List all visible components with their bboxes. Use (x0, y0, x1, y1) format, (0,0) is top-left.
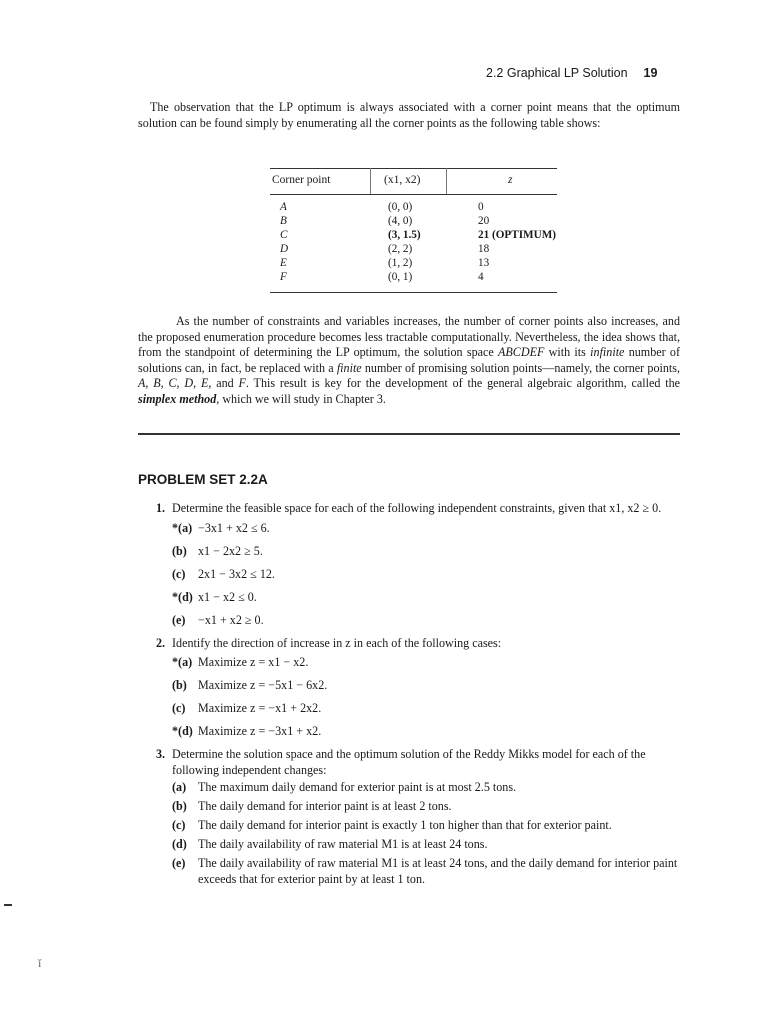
table-header-rule (270, 194, 557, 195)
scan-artifact-icon: ǐ (38, 956, 42, 970)
list-item: *(a) −3x1 + x2 ≤ 6. (172, 520, 270, 535)
problem-number: 1. (156, 501, 166, 515)
table-header-point: Corner point (272, 174, 331, 186)
table-cell: 13 (478, 257, 490, 269)
table-cell: 0 (478, 201, 484, 213)
table-cell-optimum: 21 (OPTIMUM) (478, 229, 556, 241)
problem-list (156, 501, 680, 891)
table-cell: A (280, 201, 287, 213)
table-column-coords (388, 200, 421, 284)
table-cell: (2, 2) (388, 243, 413, 255)
list-item: *(d) x1 − x2 ≤ 0. (172, 589, 257, 604)
table-cell: 4 (478, 271, 484, 283)
table-column-z (478, 200, 556, 284)
list-item: (d) The daily availability of raw material M1 is at least 24 tons. (172, 837, 488, 851)
table-cell: B (280, 215, 287, 227)
table-column-points (280, 200, 288, 284)
table-header-z: z (508, 174, 513, 186)
table-bottom-rule (270, 292, 557, 293)
section-divider (138, 433, 680, 435)
list-item: *(a) Maximize z = x1 − x2. (172, 655, 309, 669)
list-item: (a) The maximum daily demand for exterior paint is at most 2.5 tons. (172, 780, 517, 794)
list-item: (c) Maximize z = −x1 + 2x2. (172, 701, 322, 715)
list-item: (c) 2x1 − 3x2 ≤ 12. (172, 566, 275, 581)
intro-paragraph: The observation that the LP optimum is always associated with a corner point means that the optimum solution can be found simply by enumerating all the corner points as the following table shows: (138, 100, 680, 130)
table-cell: C (280, 229, 288, 241)
table-cell-optimum: (3, 1.5) (388, 229, 421, 241)
page-number: 19 (643, 66, 658, 80)
table-top-rule (270, 168, 557, 169)
problem-text: Determine the solution space and the optimum solution of the Reddy Mikks model for each of the following independent changes: (172, 747, 646, 777)
table-cell: (0, 0) (388, 201, 413, 213)
list-item: (b) x1 − 2x2 ≥ 5. (172, 543, 263, 558)
table-cell: E (280, 257, 287, 269)
margin-dash (4, 904, 12, 906)
problem-text: Identify the direction of increase in z in each of the following cases: (172, 635, 502, 650)
table-header-coords: (x1, x2) (384, 174, 421, 186)
table-cell: (4, 0) (388, 215, 413, 227)
table-cell: 20 (478, 215, 490, 227)
list-item: (c) The daily demand for interior paint is exactly 1 ton higher than that for exterior paint. (172, 818, 612, 832)
problem-number: 2. (156, 635, 166, 650)
table-column-separator (446, 168, 447, 195)
list-item: (e) The daily availability of raw material M1 is at least 24 tons, and the daily demand for interior paint exceeds that for exterior paint by at least 1 ton. (172, 856, 678, 886)
list-item: *(d) Maximize z = −3x1 + x2. (172, 724, 322, 738)
table-cell: (1, 2) (388, 257, 413, 269)
running-head (486, 66, 657, 80)
problem-1 (156, 501, 680, 628)
problem-number: 3. (156, 747, 166, 761)
table-cell: (0, 1) (388, 271, 413, 283)
list-item: (b) The daily demand for interior paint is at least 2 tons. (172, 799, 452, 813)
second-paragraph: As the number of constraints and variables increases, the number of corner points also increases, and the proposed enumeration procedure becomes less tractable computationally. Nevertheless, the idea shows that, from the standpoint of determining the LP optimum, the solution space ABCDEF with its infinite number of solutions can, in fact, be replaced with a finite number of promising solution points—namely, the corner points, A, B, C, D, E, and F. This result is key for the development of the general algebraic algorithm, called the simplex method, which we will study in Chapter 3. (138, 314, 680, 406)
problem-3 (156, 747, 680, 887)
table-cell: 18 (478, 243, 490, 255)
problem-2 (156, 636, 680, 740)
list-item: (e) −x1 + x2 ≥ 0. (172, 612, 264, 627)
table-column-separator (370, 168, 371, 195)
problem-set-title: PROBLEM SET 2.2A (138, 472, 268, 487)
list-item: (b) Maximize z = −5x1 − 6x2. (172, 678, 328, 692)
section-title: 2.2 Graphical LP Solution (486, 66, 628, 80)
problem-text: Determine the feasible space for each of the following independent constraints, given that x1, x2 ≥ 0. (172, 501, 662, 515)
table-cell: F (280, 271, 287, 283)
table-cell: D (280, 243, 289, 255)
